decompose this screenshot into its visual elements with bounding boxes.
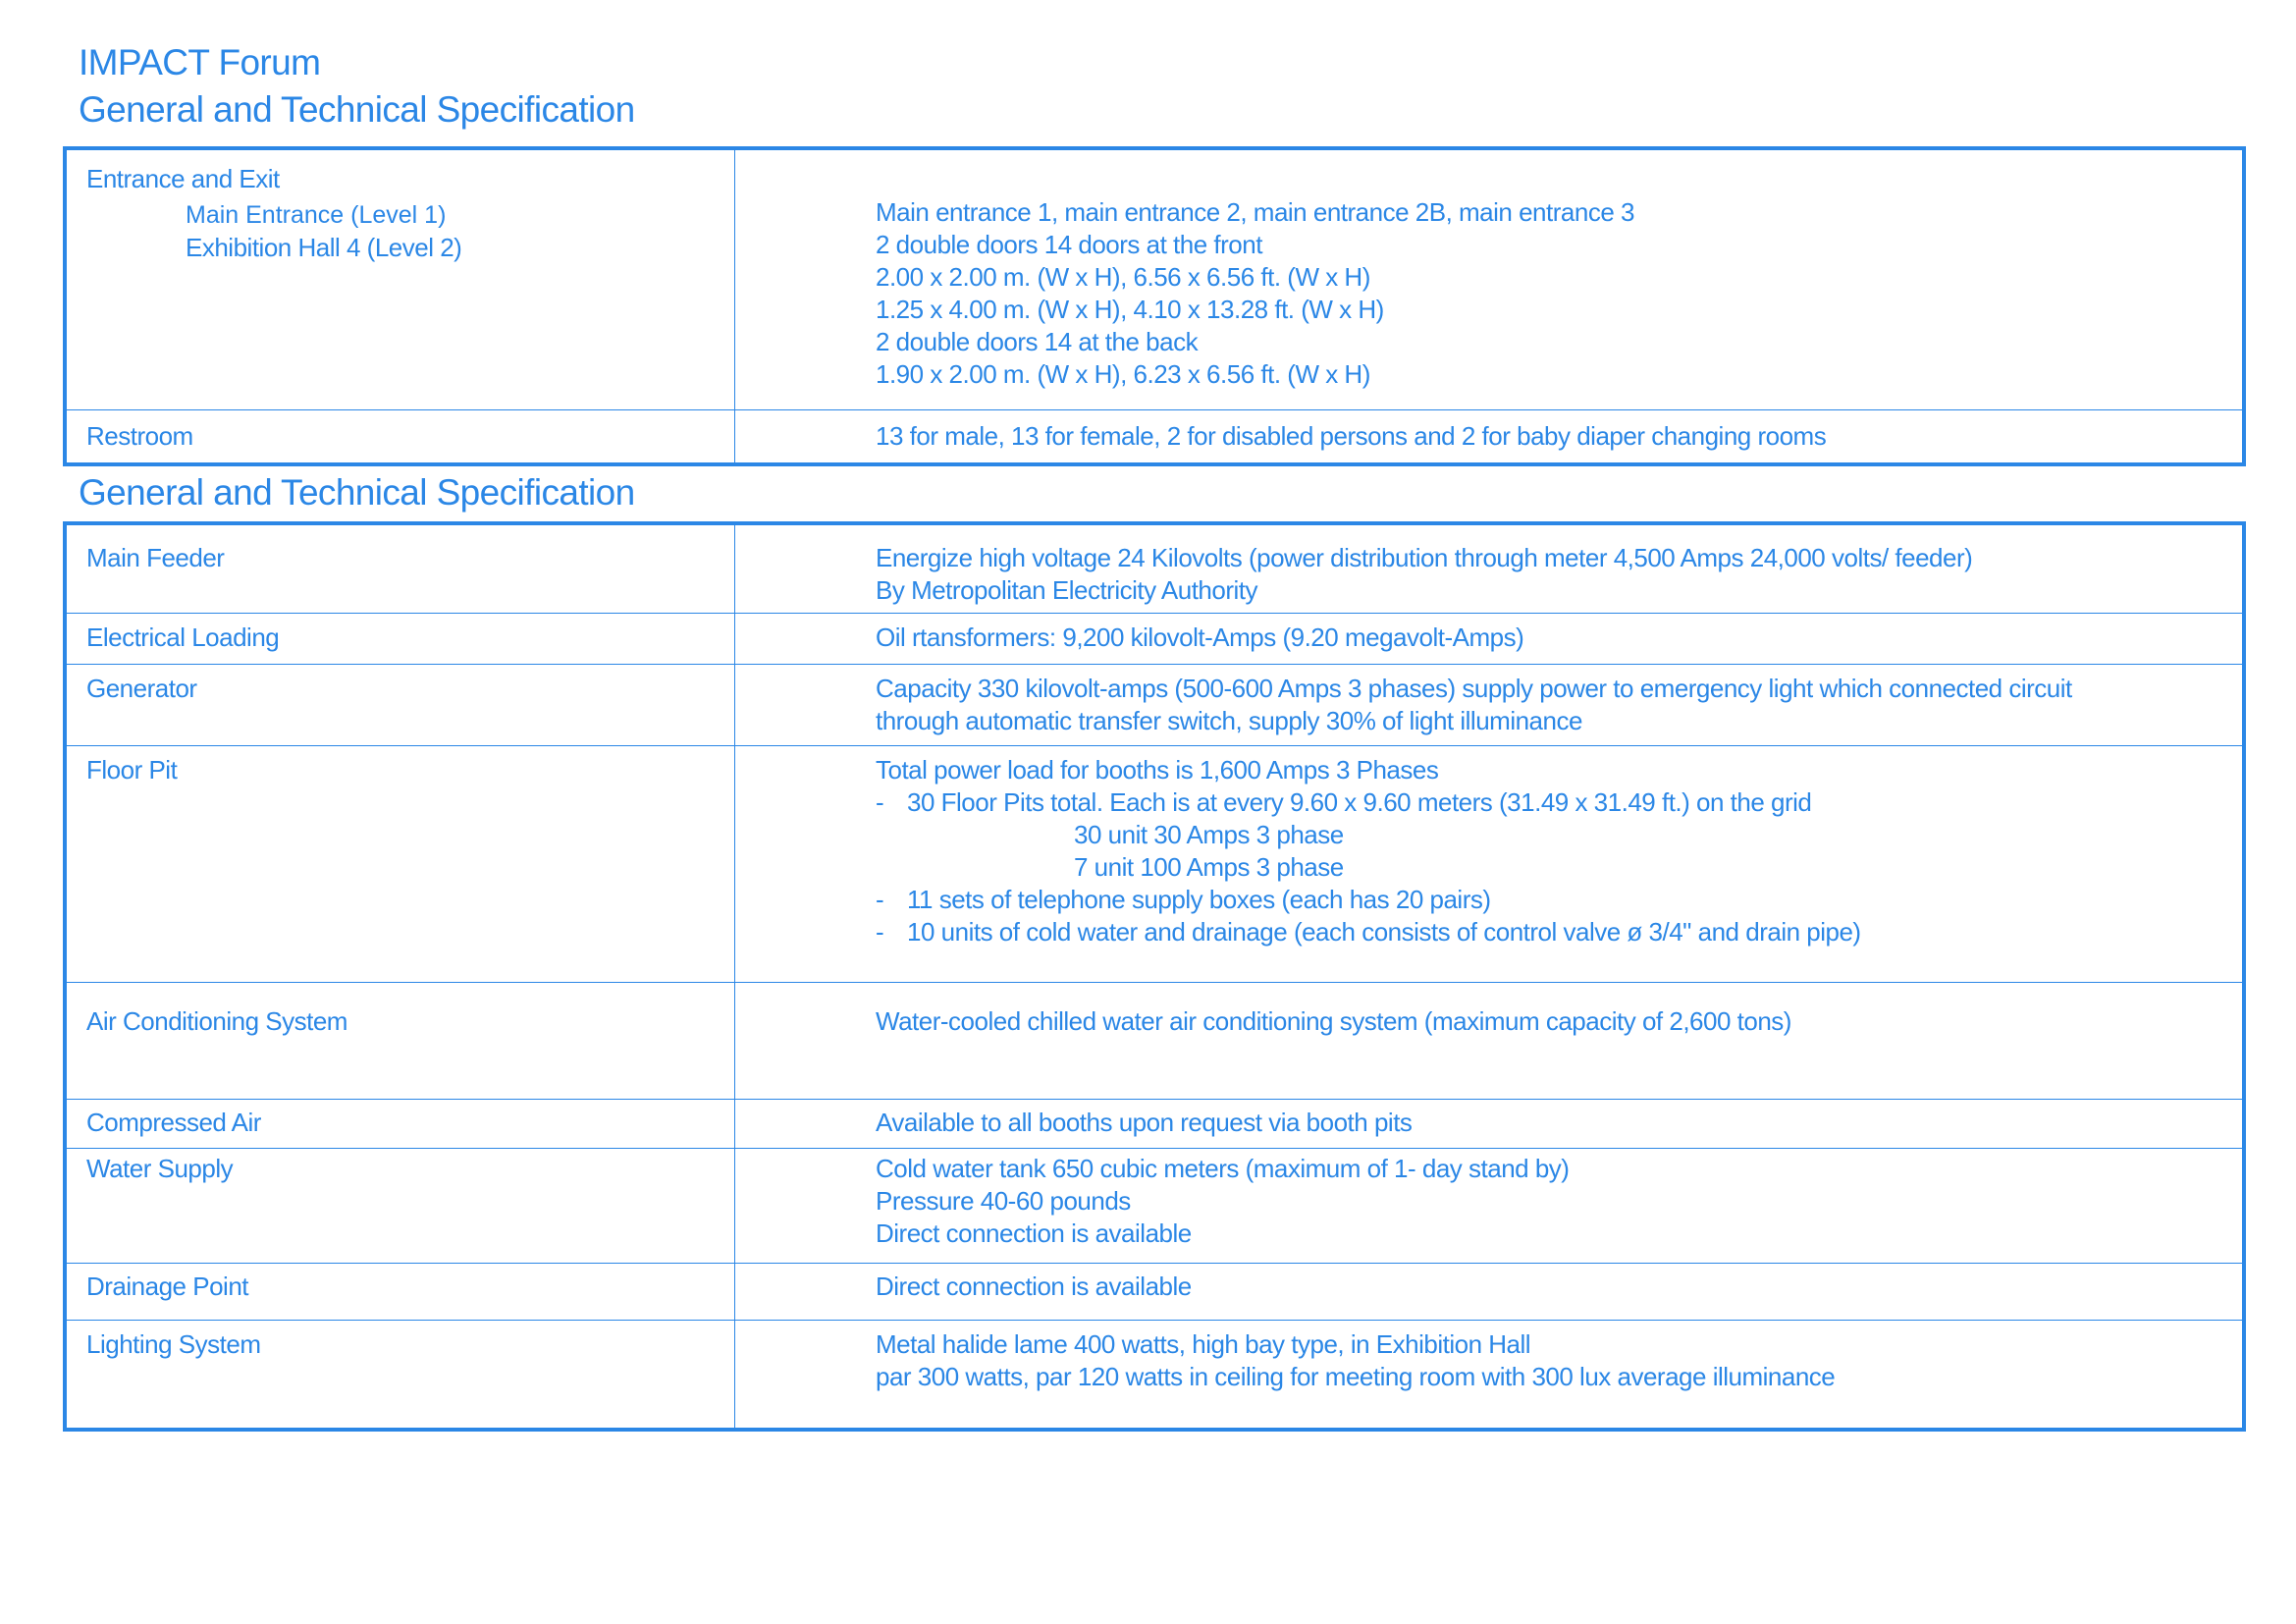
row-label-cell (67, 1321, 735, 1428)
row-value-cell (735, 525, 2242, 613)
value-line: through automatic transfer switch, supply 30% of light illuminance (876, 706, 1582, 735)
table-row-electrical-loading (67, 613, 2242, 664)
row-value-cell (735, 1321, 2242, 1428)
row-label: Main Feeder (86, 543, 225, 572)
row-label-cell (67, 1100, 735, 1148)
value-line: Water-cooled chilled water air conditioning system (maximum capacity of 2,600 tons) (876, 1006, 1791, 1036)
row-value-cell (735, 410, 2242, 462)
value-line: Capacity 330 kilovolt-amps (500-600 Amps 3 phases) supply power to emergency light which connected circuit (876, 674, 2072, 703)
spec-table-2 (63, 521, 2246, 1432)
row-label-cell (67, 665, 735, 745)
table-row-lighting-system (67, 1320, 2242, 1428)
table-row-air-conditioning (67, 982, 2242, 1099)
value-line: par 300 watts, par 120 watts in ceiling for meeting room with 300 lux average illuminance (876, 1362, 1836, 1391)
table-row-generator (67, 664, 2242, 745)
row-label: Floor Pit (86, 755, 178, 785)
row-label-cell (67, 746, 735, 982)
table-row-restroom (67, 409, 2242, 462)
value-line: Direct connection is available (876, 1218, 1192, 1248)
row-label-cell (67, 983, 735, 1099)
sub-item: 30 unit 30 Amps 3 phase (1074, 820, 1344, 849)
row-value-cell (735, 746, 2242, 982)
spec-table-1 (63, 146, 2246, 466)
value-line: Main entrance 1, main entrance 2, main entrance 2B, main entrance 3 (876, 197, 1634, 227)
table-row-drainage-point (67, 1263, 2242, 1320)
sub-item: 7 unit 100 Amps 3 phase (1074, 852, 1344, 882)
table-row-compressed-air (67, 1099, 2242, 1148)
bullet-dash: - (876, 885, 884, 914)
row-value-cell (735, 150, 2242, 409)
row-label: Generator (86, 674, 197, 703)
value-line: Cold water tank 650 cubic meters (maximum of 1- day stand by) (876, 1154, 1570, 1183)
value-line: 2 double doors 14 at the back (876, 327, 1199, 356)
row-label: Electrical Loading (86, 623, 280, 652)
row-label-cell (67, 150, 735, 409)
bullet-text: 10 units of cold water and drainage (each consists of control valve ø 3/4" and drain pipe) (907, 917, 1861, 947)
value-line: Direct connection is available (876, 1272, 1192, 1301)
title-line-2: General and Technical Specification (79, 89, 635, 130)
row-value-cell (735, 1149, 2242, 1263)
value-line: 1.90 x 2.00 m. (W x H), 6.23 x 6.56 ft. (W x H) (876, 359, 1370, 389)
title-line-1: IMPACT Forum (79, 42, 321, 82)
bullet-text: 11 sets of telephone supply boxes (each has 20 pairs) (907, 885, 1491, 914)
value-line: Metal halide lame 400 watts, high bay type, in Exhibition Hall (876, 1329, 1531, 1359)
row-label: Water Supply (86, 1154, 234, 1183)
row-sublabel: Exhibition Hall 4 (Level 2) (186, 233, 462, 262)
value-line: Pressure 40-60 pounds (876, 1186, 1131, 1216)
bullet-dash: - (876, 787, 884, 817)
row-value-cell (735, 983, 2242, 1099)
value-line: Energize high voltage 24 Kilovolts (power distribution through meter 4,500 Amps 24,000 volts/ feeder) (876, 543, 1973, 572)
row-label: Compressed Air (86, 1108, 261, 1137)
value-line: Total power load for booths is 1,600 Amps 3 Phases (876, 755, 1439, 785)
bullet-text: 30 Floor Pits total. Each is at every 9.60 x 9.60 meters (31.49 x 31.49 ft.) on the grid (907, 787, 1812, 817)
row-label: Entrance and Exit (86, 164, 280, 193)
row-label: Air Conditioning System (86, 1006, 347, 1036)
row-label-cell (67, 614, 735, 664)
bullet-dash: - (876, 917, 884, 947)
value-line: By Metropolitan Electricity Authority (876, 575, 1257, 605)
row-value-cell (735, 665, 2242, 745)
row-label-cell (67, 1149, 735, 1263)
value-line: 1.25 x 4.00 m. (W x H), 4.10 x 13.28 ft. (W x H) (876, 295, 1384, 324)
row-sublabel: Main Entrance (Level 1) (186, 201, 447, 229)
list-item (876, 916, 2242, 948)
value-line: 13 for male, 13 for female, 2 for disabled persons and 2 for baby diaper changing rooms (876, 421, 1827, 451)
row-value-cell (735, 1264, 2242, 1320)
document-title (79, 39, 635, 134)
section-title: General and Technical Specification (79, 472, 635, 513)
table-row-water-supply (67, 1148, 2242, 1263)
row-label: Lighting System (86, 1329, 261, 1359)
value-line: Oil rtansformers: 9,200 kilovolt-Amps (9.20 megavolt-Amps) (876, 623, 1524, 652)
value-line: Available to all booths upon request via booth pits (876, 1108, 1413, 1137)
table-row-main-feeder (67, 525, 2242, 613)
row-label-cell (67, 410, 735, 462)
row-label-cell (67, 1264, 735, 1320)
row-value-cell (735, 1100, 2242, 1148)
list-item (876, 884, 2242, 916)
row-label: Restroom (86, 421, 193, 451)
value-line: 2 double doors 14 doors at the front (876, 230, 1262, 259)
table-row-entrance (67, 150, 2242, 409)
row-value-cell (735, 614, 2242, 664)
table-row-floor-pit (67, 745, 2242, 982)
list-item (876, 786, 2242, 819)
row-label-cell (67, 525, 735, 613)
value-line: 2.00 x 2.00 m. (W x H), 6.56 x 6.56 ft. (W x H) (876, 262, 1370, 292)
row-label: Drainage Point (86, 1272, 248, 1301)
